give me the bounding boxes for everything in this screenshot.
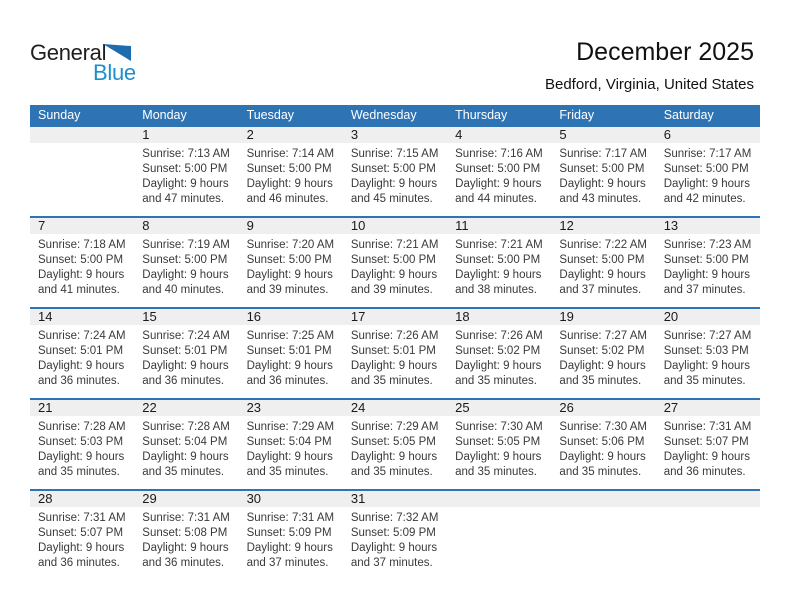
sunset-line: Sunset: 5:00 PM: [455, 163, 541, 175]
calendar-cell: [134, 127, 238, 216]
day-number: 2: [239, 127, 343, 143]
calendar-cell: [447, 491, 551, 580]
calendar-cell: [30, 400, 134, 489]
day-number: 7: [30, 218, 134, 234]
calendar-cell: [551, 218, 655, 307]
day-number: 5: [551, 127, 655, 143]
calendar-cell: [551, 309, 655, 398]
day-number: 27: [656, 400, 760, 416]
calendar-cell: [134, 491, 238, 580]
sunset-line: Sunset: 5:00 PM: [38, 254, 124, 266]
daylight-minutes-line: and 35 minutes.: [246, 466, 329, 478]
title-block: [545, 38, 754, 93]
calendar-cell: [551, 491, 655, 580]
sunset-line: Sunset: 5:00 PM: [455, 254, 541, 266]
day-header-monday: Monday: [142, 108, 187, 122]
sunrise-line: Sunrise: 7:26 AM: [350, 330, 439, 342]
daylight-minutes-line: and 36 minutes.: [663, 466, 746, 478]
daylight-minutes-line: and 45 minutes.: [350, 193, 433, 205]
daylight-hours-line: Daylight: 9 hours: [246, 542, 333, 554]
sunrise-line: Sunrise: 7:24 AM: [38, 330, 126, 342]
day-number: 14: [30, 309, 134, 325]
cell-details: [551, 507, 655, 511]
daylight-hours-line: Daylight: 9 hours: [350, 542, 438, 554]
calendar-cell: [447, 400, 551, 489]
calendar-cell: [239, 491, 343, 580]
calendar-cell: [551, 400, 655, 489]
sunset-line: Sunset: 5:03 PM: [663, 345, 749, 357]
cell-details: [30, 507, 134, 571]
sunset-line: Sunset: 5:01 PM: [350, 345, 436, 357]
day-number: 28: [30, 491, 134, 507]
day-number: 19: [551, 309, 655, 325]
daylight-minutes-line: and 35 minutes.: [559, 375, 642, 387]
day-number: 15: [134, 309, 238, 325]
daylight-minutes-line: and 44 minutes.: [455, 193, 537, 205]
cell-details: [447, 325, 551, 389]
daylight-hours-line: Daylight: 9 hours: [455, 360, 542, 372]
daylight-minutes-line: and 39 minutes.: [350, 284, 433, 296]
daylight-hours-line: Daylight: 9 hours: [663, 178, 750, 190]
daylight-minutes-line: and 39 minutes.: [246, 284, 329, 296]
daylight-minutes-line: and 35 minutes.: [142, 466, 225, 478]
day-header-friday: Friday: [559, 108, 595, 122]
calendar-cell: [30, 309, 134, 398]
sunrise-line: Sunrise: 7:31 AM: [663, 421, 752, 433]
sunrise-line: Sunrise: 7:23 AM: [663, 239, 752, 251]
daylight-hours-line: Daylight: 9 hours: [38, 542, 125, 554]
sunrise-line: Sunrise: 7:26 AM: [455, 330, 543, 342]
calendar-cell: [447, 309, 551, 398]
day-number: 21: [30, 400, 134, 416]
logo-text-general: General: [30, 40, 107, 65]
sunset-line: Sunset: 5:01 PM: [142, 345, 228, 357]
day-number: 30: [239, 491, 343, 507]
cell-details: [343, 143, 447, 207]
cell-details: [343, 416, 447, 480]
cell-details: [656, 143, 760, 207]
calendar-cell: [239, 218, 343, 307]
calendar-cell: [343, 400, 447, 489]
daylight-minutes-line: and 37 minutes.: [559, 284, 642, 296]
calendar-cell: [134, 400, 238, 489]
cell-details: [656, 234, 760, 298]
sunrise-line: Sunrise: 7:19 AM: [142, 239, 230, 251]
daylight-hours-line: Daylight: 9 hours: [455, 269, 542, 281]
daylight-minutes-line: and 36 minutes.: [142, 375, 225, 387]
calendar-grid: [30, 125, 760, 580]
cell-details: [551, 143, 655, 207]
day-number: 31: [343, 491, 447, 507]
daylight-hours-line: Daylight: 9 hours: [559, 360, 646, 372]
page-title: December 2025: [576, 38, 754, 66]
sunrise-line: Sunrise: 7:31 AM: [246, 512, 335, 524]
sunset-line: Sunset: 5:00 PM: [246, 254, 332, 266]
daylight-hours-line: Daylight: 9 hours: [663, 451, 750, 463]
sunset-line: Sunset: 5:00 PM: [663, 163, 749, 175]
day-number: 29: [134, 491, 238, 507]
calendar-cell: [343, 309, 447, 398]
sunset-line: Sunset: 5:08 PM: [142, 527, 228, 539]
calendar-cell: [656, 309, 760, 398]
calendar-cell: [343, 491, 447, 580]
general-blue-logo: [30, 40, 160, 88]
cell-details: [343, 507, 447, 571]
daylight-hours-line: Daylight: 9 hours: [142, 178, 229, 190]
cell-details: [239, 325, 343, 389]
calendar-cell: [343, 218, 447, 307]
day-header-saturday: Saturday: [663, 108, 714, 122]
daylight-minutes-line: and 37 minutes.: [663, 284, 746, 296]
cell-details: [343, 234, 447, 298]
daylight-hours-line: Daylight: 9 hours: [350, 178, 438, 190]
sunrise-line: Sunrise: 7:28 AM: [38, 421, 126, 433]
cell-details: [447, 143, 551, 207]
calendar-cell: [30, 218, 134, 307]
sunrise-line: Sunrise: 7:25 AM: [246, 330, 335, 342]
cell-details: [134, 234, 238, 298]
cell-details: [239, 507, 343, 571]
daylight-hours-line: Daylight: 9 hours: [663, 269, 750, 281]
daylight-minutes-line: and 37 minutes.: [350, 557, 433, 569]
cell-details: [447, 416, 551, 480]
sunset-line: Sunset: 5:06 PM: [559, 436, 645, 448]
cell-details: [30, 143, 134, 147]
calendar-cell: [239, 309, 343, 398]
day-number: 26: [551, 400, 655, 416]
calendar-cell: [343, 127, 447, 216]
day-number: 1: [134, 127, 238, 143]
day-number: 22: [134, 400, 238, 416]
sunset-line: Sunset: 5:00 PM: [246, 163, 332, 175]
daylight-minutes-line: and 35 minutes.: [559, 466, 642, 478]
day-number: 25: [447, 400, 551, 416]
cell-details: [134, 507, 238, 571]
cell-details: [551, 416, 655, 480]
cell-details: [239, 143, 343, 207]
day-number: 18: [447, 309, 551, 325]
calendar-cell: [656, 127, 760, 216]
sunrise-line: Sunrise: 7:29 AM: [246, 421, 335, 433]
day-number: [551, 491, 655, 507]
daylight-hours-line: Daylight: 9 hours: [350, 451, 438, 463]
daylight-hours-line: Daylight: 9 hours: [559, 269, 646, 281]
daylight-minutes-line: and 47 minutes.: [142, 193, 225, 205]
sunrise-line: Sunrise: 7:32 AM: [350, 512, 439, 524]
day-header-thursday: Thursday: [455, 108, 508, 122]
cell-details: [239, 234, 343, 298]
page-subtitle: Bedford, Virginia, United States: [544, 76, 754, 93]
logo-triangle-icon: [103, 44, 131, 61]
sunrise-line: Sunrise: 7:21 AM: [350, 239, 439, 251]
cell-details: [30, 234, 134, 298]
sunset-line: Sunset: 5:04 PM: [246, 436, 332, 448]
calendar-cell: [30, 491, 134, 580]
daylight-hours-line: Daylight: 9 hours: [38, 451, 125, 463]
day-number: 24: [343, 400, 447, 416]
calendar-cell: [134, 218, 238, 307]
day-number: 8: [134, 218, 238, 234]
cell-details: [134, 416, 238, 480]
cell-details: [656, 325, 760, 389]
sunrise-line: Sunrise: 7:31 AM: [142, 512, 230, 524]
sunset-line: Sunset: 5:01 PM: [246, 345, 332, 357]
calendar-cell: [447, 127, 551, 216]
sunrise-line: Sunrise: 7:31 AM: [38, 512, 126, 524]
sunset-line: Sunset: 5:02 PM: [455, 345, 541, 357]
sunrise-line: Sunrise: 7:17 AM: [559, 148, 647, 160]
cell-details: [447, 507, 551, 511]
calendar-cell: [239, 127, 343, 216]
daylight-hours-line: Daylight: 9 hours: [38, 360, 125, 372]
week-row: [30, 125, 760, 216]
sunset-line: Sunset: 5:00 PM: [350, 254, 436, 266]
daylight-minutes-line: and 41 minutes.: [38, 284, 120, 296]
daylight-minutes-line: and 36 minutes.: [246, 375, 329, 387]
daylight-minutes-line: and 35 minutes.: [350, 466, 433, 478]
sunset-line: Sunset: 5:02 PM: [559, 345, 645, 357]
daylight-hours-line: Daylight: 9 hours: [455, 178, 542, 190]
calendar-cell: [239, 400, 343, 489]
daylight-minutes-line: and 36 minutes.: [38, 557, 120, 569]
daylight-hours-line: Daylight: 9 hours: [350, 269, 438, 281]
week-row: [30, 398, 760, 489]
sunset-line: Sunset: 5:07 PM: [38, 527, 124, 539]
sunset-line: Sunset: 5:00 PM: [142, 163, 228, 175]
cell-details: [447, 234, 551, 298]
week-row: [30, 489, 760, 580]
week-row: [30, 216, 760, 307]
cell-details: [551, 325, 655, 389]
cell-details: [30, 416, 134, 480]
cell-details: [30, 325, 134, 389]
daylight-minutes-line: and 35 minutes.: [455, 375, 537, 387]
daylight-minutes-line: and 42 minutes.: [663, 193, 746, 205]
sunset-line: Sunset: 5:09 PM: [350, 527, 436, 539]
sunrise-line: Sunrise: 7:17 AM: [663, 148, 752, 160]
cell-details: [551, 234, 655, 298]
daylight-minutes-line: and 46 minutes.: [246, 193, 329, 205]
calendar-cell: [134, 309, 238, 398]
day-number: 13: [656, 218, 760, 234]
cell-details: [134, 143, 238, 207]
calendar-cell: [447, 218, 551, 307]
daylight-minutes-line: and 36 minutes.: [142, 557, 225, 569]
daylight-hours-line: Daylight: 9 hours: [246, 178, 333, 190]
sunrise-line: Sunrise: 7:27 AM: [559, 330, 647, 342]
week-row: [30, 307, 760, 398]
sunset-line: Sunset: 5:07 PM: [663, 436, 749, 448]
sunrise-line: Sunrise: 7:16 AM: [455, 148, 543, 160]
cell-details: [656, 416, 760, 480]
day-number: 17: [343, 309, 447, 325]
day-number: 16: [239, 309, 343, 325]
daylight-hours-line: Daylight: 9 hours: [142, 360, 229, 372]
day-number: 4: [447, 127, 551, 143]
daylight-minutes-line: and 35 minutes.: [663, 375, 746, 387]
sunrise-line: Sunrise: 7:30 AM: [559, 421, 647, 433]
daylight-hours-line: Daylight: 9 hours: [142, 269, 229, 281]
daylight-hours-line: Daylight: 9 hours: [38, 269, 125, 281]
calendar-cell: [656, 400, 760, 489]
daylight-minutes-line: and 35 minutes.: [455, 466, 537, 478]
daylight-hours-line: Daylight: 9 hours: [142, 542, 229, 554]
sunrise-line: Sunrise: 7:28 AM: [142, 421, 230, 433]
sunset-line: Sunset: 5:00 PM: [559, 163, 645, 175]
daylight-minutes-line: and 43 minutes.: [559, 193, 642, 205]
day-number: [656, 491, 760, 507]
sunset-line: Sunset: 5:09 PM: [246, 527, 332, 539]
sunset-line: Sunset: 5:00 PM: [663, 254, 749, 266]
calendar-cell: [30, 127, 134, 216]
day-number: 6: [656, 127, 760, 143]
sunrise-line: Sunrise: 7:21 AM: [455, 239, 543, 251]
sunrise-line: Sunrise: 7:15 AM: [350, 148, 439, 160]
daylight-hours-line: Daylight: 9 hours: [350, 360, 438, 372]
day-number: [30, 127, 134, 143]
sunset-line: Sunset: 5:01 PM: [38, 345, 124, 357]
daylight-minutes-line: and 37 minutes.: [246, 557, 329, 569]
daylight-minutes-line: and 36 minutes.: [38, 375, 120, 387]
sunrise-line: Sunrise: 7:13 AM: [142, 148, 230, 160]
day-number: 23: [239, 400, 343, 416]
sunset-line: Sunset: 5:03 PM: [38, 436, 124, 448]
day-number: 12: [551, 218, 655, 234]
calendar-cell: [656, 491, 760, 580]
day-number: 10: [343, 218, 447, 234]
sunrise-line: Sunrise: 7:27 AM: [663, 330, 752, 342]
sunrise-line: Sunrise: 7:30 AM: [455, 421, 543, 433]
daylight-hours-line: Daylight: 9 hours: [455, 451, 542, 463]
sunset-line: Sunset: 5:04 PM: [142, 436, 228, 448]
daylight-minutes-line: and 35 minutes.: [38, 466, 120, 478]
sunrise-line: Sunrise: 7:22 AM: [559, 239, 647, 251]
daylight-minutes-line: and 40 minutes.: [142, 284, 225, 296]
sunrise-line: Sunrise: 7:29 AM: [350, 421, 439, 433]
sunset-line: Sunset: 5:05 PM: [350, 436, 436, 448]
day-number: 3: [343, 127, 447, 143]
calendar-cell: [551, 127, 655, 216]
cell-details: [134, 325, 238, 389]
calendar-table: [30, 105, 760, 580]
sunrise-line: Sunrise: 7:24 AM: [142, 330, 230, 342]
day-header-wednesday: Wednesday: [350, 108, 417, 122]
day-header-tuesday: Tuesday: [246, 108, 295, 122]
day-header-row: [30, 105, 760, 125]
cell-details: [343, 325, 447, 389]
day-header-sunday: Sunday: [38, 108, 81, 122]
daylight-hours-line: Daylight: 9 hours: [142, 451, 229, 463]
calendar-cell: [656, 218, 760, 307]
sunset-line: Sunset: 5:00 PM: [142, 254, 228, 266]
logo-text-blue: Blue: [93, 60, 136, 85]
daylight-minutes-line: and 35 minutes.: [350, 375, 433, 387]
daylight-hours-line: Daylight: 9 hours: [246, 269, 333, 281]
daylight-hours-line: Daylight: 9 hours: [559, 451, 646, 463]
cell-details: [656, 507, 760, 511]
day-number: 20: [656, 309, 760, 325]
sunset-line: Sunset: 5:00 PM: [559, 254, 645, 266]
daylight-hours-line: Daylight: 9 hours: [559, 178, 646, 190]
daylight-hours-line: Daylight: 9 hours: [246, 451, 333, 463]
daylight-hours-line: Daylight: 9 hours: [663, 360, 750, 372]
sunrise-line: Sunrise: 7:14 AM: [246, 148, 335, 160]
daylight-hours-line: Daylight: 9 hours: [246, 360, 333, 372]
sunrise-line: Sunrise: 7:18 AM: [38, 239, 126, 251]
sunrise-line: Sunrise: 7:20 AM: [246, 239, 335, 251]
day-number: [447, 491, 551, 507]
daylight-minutes-line: and 38 minutes.: [455, 284, 537, 296]
cell-details: [239, 416, 343, 480]
sunset-line: Sunset: 5:00 PM: [350, 163, 436, 175]
sunset-line: Sunset: 5:05 PM: [455, 436, 541, 448]
day-number: 11: [447, 218, 551, 234]
day-number: 9: [239, 218, 343, 234]
